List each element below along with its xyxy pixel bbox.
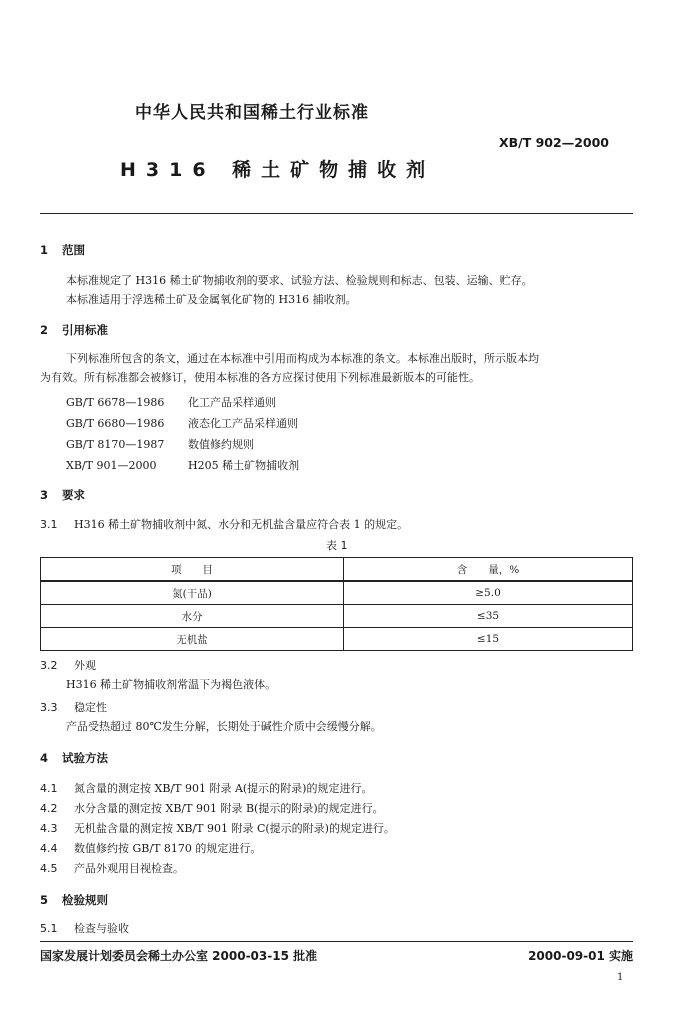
clause-3-2 — [40, 657, 96, 673]
section-number: 5 — [40, 893, 49, 907]
clause-4-2 — [40, 800, 384, 816]
clause-number: 4.1 — [40, 782, 58, 795]
section-4-heading — [40, 750, 108, 766]
table-header-row — [41, 558, 633, 582]
clause-number: 3.1 — [40, 518, 58, 531]
clause-4-3 — [40, 820, 395, 836]
clause-number: 3.2 — [40, 659, 58, 672]
table-cell-item: 水分 — [41, 605, 344, 628]
clause-4-4 — [40, 840, 261, 856]
table-cell-value: ≤15 — [344, 628, 633, 651]
column-header-item: 项 目 — [41, 558, 344, 582]
table-cell-item: 无机盐 — [41, 628, 344, 651]
clause-number: 4.4 — [40, 842, 58, 855]
table-caption: 表 1 — [326, 539, 348, 552]
table-cell-item: 氮(干品) — [41, 581, 344, 605]
section-number: 1 — [40, 243, 49, 257]
column-header-content: 含 量，% — [344, 558, 633, 582]
section-2-paragraph-line-2: 为有效。所有标准都会被修订，使用本标准的各方应探讨使用下列标准最新版本的可能性。 — [40, 371, 480, 384]
clause-3-2-text: H316 稀土矿物捕收剂常温下为褐色液体。 — [66, 678, 277, 691]
clause-number: 3.3 — [40, 701, 58, 714]
footer-divider — [40, 941, 633, 942]
section-title: 试验方法 — [62, 751, 108, 765]
table-row — [41, 581, 633, 605]
section-title: 范围 — [62, 243, 85, 257]
table-cell-value: ≤35 — [344, 605, 633, 628]
reference-name: 液态化工产品采样通则 — [188, 417, 298, 430]
clause-4-1 — [40, 780, 372, 796]
header-divider — [40, 213, 633, 214]
implementation-date: 2000-09-01 实施 — [528, 949, 633, 963]
approval-line: 国家发展计划委员会稀土办公室 2000-03-15 批准 — [40, 949, 318, 963]
section-title: 要求 — [62, 488, 85, 502]
clause-number: 5.1 — [40, 922, 58, 935]
reference-item — [66, 415, 298, 431]
table-row — [41, 628, 633, 651]
reference-name: H205 稀土矿物捕收剂 — [188, 459, 300, 472]
clause-5-1 — [40, 920, 129, 936]
clause-4-5 — [40, 860, 184, 876]
section-1-heading — [40, 242, 85, 258]
reference-code: GB/T 8170—1987 — [66, 438, 165, 451]
reference-code: GB/T 6678—1986 — [66, 396, 165, 409]
section-title: 检验规则 — [62, 893, 108, 907]
reference-code: GB/T 6680—1986 — [66, 417, 165, 430]
reference-item — [66, 457, 299, 473]
clause-number: 4.2 — [40, 802, 58, 815]
reference-name: 化工产品采样通则 — [188, 396, 276, 409]
section-number: 4 — [40, 751, 49, 765]
section-2-paragraph-line-1: 下列标准所包含的条文，通过在本标准中引用而构成为本标准的条文。本标准出版时，所示版本均 — [66, 352, 539, 365]
clause-3-3-text: 产品受热超过 80℃发生分解，长期处于碱性介质中会缓慢分解。 — [66, 720, 382, 733]
section-2-heading — [40, 322, 108, 338]
clause-3-3 — [40, 699, 107, 715]
clause-text: H316 稀土矿物捕收剂中氮、水分和无机盐含量应符合表 1 的规定。 — [74, 518, 409, 531]
page-number: 1 — [617, 972, 624, 983]
clause-text: 水分含量的测定按 XB/T 901 附录 B(提示的附录)的规定进行。 — [74, 802, 384, 815]
section-1-paragraph-1: 本标准规定了 H316 稀土矿物捕收剂的要求、试验方法、检验规则和标志、包装、运输、贮存。 — [66, 274, 533, 287]
reference-item — [66, 394, 276, 410]
table-row — [41, 605, 633, 628]
section-title: 引用标准 — [62, 323, 108, 337]
standard-category-title: 中华人民共和国稀土行业标准 — [135, 103, 369, 123]
section-3-heading — [40, 487, 85, 503]
table-cell-value: ≥5.0 — [344, 581, 633, 605]
clause-text: 数值修约按 GB/T 8170 的规定进行。 — [74, 842, 262, 855]
reference-name: 数值修约规则 — [188, 438, 254, 451]
section-number: 2 — [40, 323, 49, 337]
document-title: H316 稀土矿物捕收剂 — [120, 159, 436, 181]
clause-title: 外观 — [74, 659, 96, 672]
clause-text: 无机盐含量的测定按 XB/T 901 附录 C(提示的附录)的规定进行。 — [74, 822, 395, 835]
section-5-heading — [40, 892, 108, 908]
requirements-table — [40, 557, 633, 651]
clause-text: 产品外观用目视检查。 — [74, 862, 184, 875]
clause-number: 4.5 — [40, 862, 58, 875]
section-number: 3 — [40, 488, 49, 502]
clause-text: 检查与验收 — [74, 922, 129, 935]
standard-code: XB/T 902—2000 — [499, 135, 609, 150]
clause-text: 氮含量的测定按 XB/T 901 附录 A(提示的附录)的规定进行。 — [74, 782, 373, 795]
clause-3-1 — [40, 516, 408, 532]
clause-number: 4.3 — [40, 822, 58, 835]
section-1-paragraph-2: 本标准适用于浮选稀土矿及金属氧化矿物的 H316 捕收剂。 — [66, 293, 357, 306]
reference-code: XB/T 901—2000 — [66, 459, 157, 472]
clause-title: 稳定性 — [74, 701, 107, 714]
reference-item — [66, 436, 254, 452]
